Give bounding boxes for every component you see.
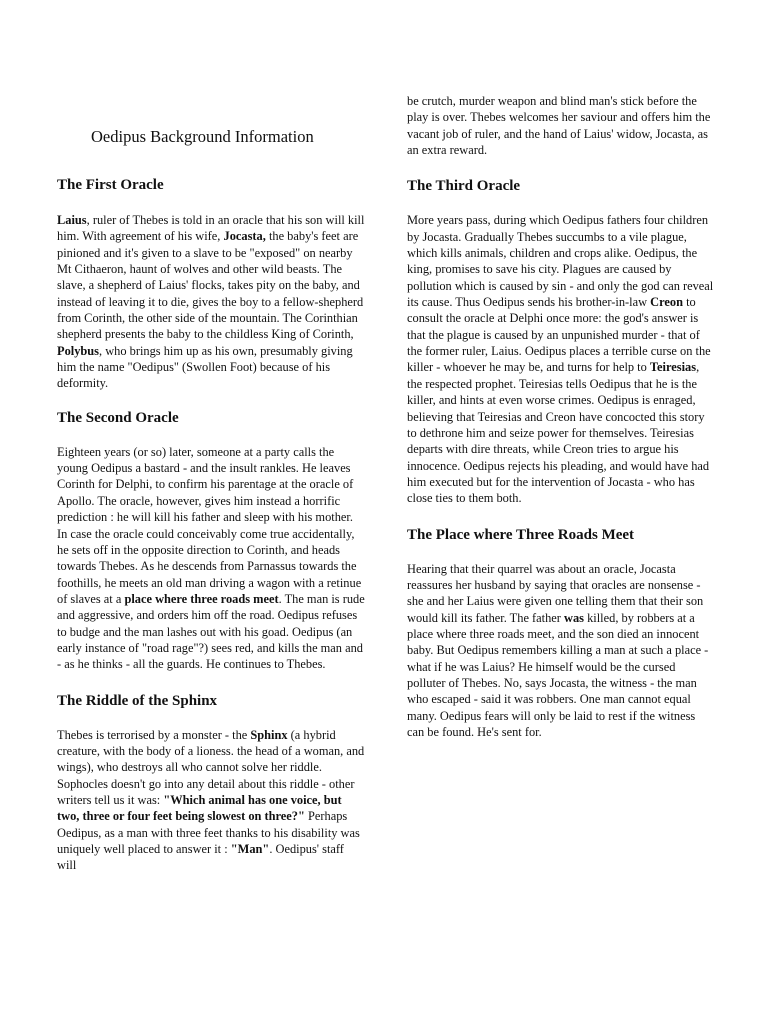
text-run: to consult the oracle at Delphi once more: the god's answer is that the plague is caused by an unpunished murder - that of the former ruler, Laius. Oedipus places a terrible curse on the killer - whoever he may be, and turns for help to: [407, 295, 711, 375]
heading-first-oracle: The First Oracle: [57, 177, 164, 193]
text-run: , ruler of Thebes is told in an oracle that his son will kill him. With agreement of his wife,: [57, 213, 365, 244]
heading-third-oracle: The Third Oracle: [407, 178, 521, 195]
text-run: , who brings him up as his own, presumably giving him the name "Oedipus" (Swollen Foot) because of his deformity.: [57, 343, 353, 391]
text-run: (a hybrid creature, with the body of a lioness. the head of a woman, and wings), who destroys all who cannot solve her riddle. Sophocles doesn't go into any detail about this riddle - other writers tell us it was:: [57, 727, 365, 807]
paragraph-riddle-of-the-sphinx: [57, 727, 365, 874]
text-run: , the respected prophet. Teiresias tells Oedipus that he is the killer, and hints at even worse crimes. Oedipus is enraged, believing that Teiresias and Creon have concocted this story to dethrone him and seize power for themselves. Teiresias departs with dire threats, while Creon tries to argue his innocence. Oedipus rejects his pleading, and would have had him executed but for the intervention of Jocasta - who has close ties to them both.: [407, 360, 710, 506]
heading-place-where-three-roads-meet: The Place where Three Roads Meet: [407, 526, 635, 543]
bold-text: "Man": [230, 842, 270, 856]
document-title: Oedipus Background Information: [91, 127, 314, 146]
paragraph-second-oracle: [57, 444, 365, 673]
text-run: killed, by robbers at a place where three roads meet, and the son died an innocent baby. But Oedipus remembers killing a man at such a place - what if he was Laius? He himself would be the cursed polluter of Thebes. No, says Jocasta, the witness - the man who escaped - said it was robbers. One man cannot equal many. Oedipus fears will only be laid to rest if the witness can be found. He's sent for.: [407, 610, 709, 739]
bold-text: Sphinx: [250, 727, 288, 742]
bold-text: Laius: [57, 213, 87, 227]
text-run: Hearing that their quarrel was about an oracle, Jocasta reassures her husband by saying that oracles are nonsense - she and her Laius were given one telling them that their son would kill its father. The father: [407, 561, 704, 625]
bold-text: Polybus: [57, 343, 100, 358]
paragraph-sphinx-continued: [407, 93, 715, 158]
bold-text: Teiresias: [649, 360, 697, 375]
text-run: . Oedipus' staff will: [57, 842, 344, 873]
paragraph-third-oracle: [407, 212, 715, 506]
bold-text: place where three roads meet: [124, 591, 279, 606]
bold-text: Creon: [650, 295, 683, 310]
heading-second-oracle: The Second Oracle: [57, 409, 179, 426]
left-column: [57, 0, 365, 874]
text-run: Eighteen years (or so) later, someone at a party calls the young Oedipus a bastard - and the insult rankles. He leaves Corinth for Delphi, to confirm his parentage at the oracle of Apollo. The oracle, however, gives him instead a horrific prediction : he will kill his father and sleep with his mother. In case the oracle could conceivably come true accidentally, he sets off in the opposite direction to Corinth, and heads towards Thebes. As he descends from Parnassus towards the foothills, he meets an old man driving a wagon with a retinue of slaves at a: [57, 444, 362, 606]
paragraph-first-oracle: [57, 212, 365, 392]
text-run: be crutch, murder weapon and blind man's stick before the play is over. Thebes welcomes her saviour and offers him the vacant job of ruler, and the hand of Laius' widow, Jocasta, as an extra reward.: [407, 94, 711, 158]
right-column: [407, 0, 715, 740]
text-run: . The man is rude and aggressive, and orders him off the road. Oedipus refuses to budge and the man lashes out with his goad. Oedipus (an early instance of "road rage"?) sees red, and kills the man and - as he thinks - all the guards. He continues to Thebes.: [57, 591, 365, 672]
paragraph-place-where-three-roads-meet: [407, 561, 715, 741]
text-run: More years pass, during which Oedipus fathers four children by Jocasta. Gradually Thebes succumbs to a vile plague, which kills animals, children and crops alike. Oedipus, the king, promises to save his city. Plagues are caused by pollution which is caused by sin - and only the god can reveal its cause. Thus Oedipus sends his brother-in-law: [407, 213, 714, 310]
bold-text: "Which animal has one voice, but two, three or four feet being slowest on three?": [57, 792, 342, 824]
heading-riddle-of-the-sphinx: The Riddle of the Sphinx: [57, 692, 218, 709]
bold-text: was: [564, 610, 584, 625]
bold-text: Jocasta,: [223, 229, 266, 244]
text-run: Perhaps Oedipus, as a man with three feet thanks to his disability was uniquely well placed to answer it :: [57, 809, 360, 856]
text-run: the baby's feet are pinioned and it's given to a slave to be "exposed" on nearby Mt Cithaeron, haunt of wolves and other wild beasts. The slave, a shepherd of Laius' flocks, takes pity on the baby, and instead of leaving it to die, gives the boy to a fellow-shepherd from Corinth, the other side of the mountain. The Corinthian shepherd presents the baby to the childless King of Corinth,: [57, 229, 364, 342]
text-run: Thebes is terrorised by a monster - the: [57, 727, 251, 742]
